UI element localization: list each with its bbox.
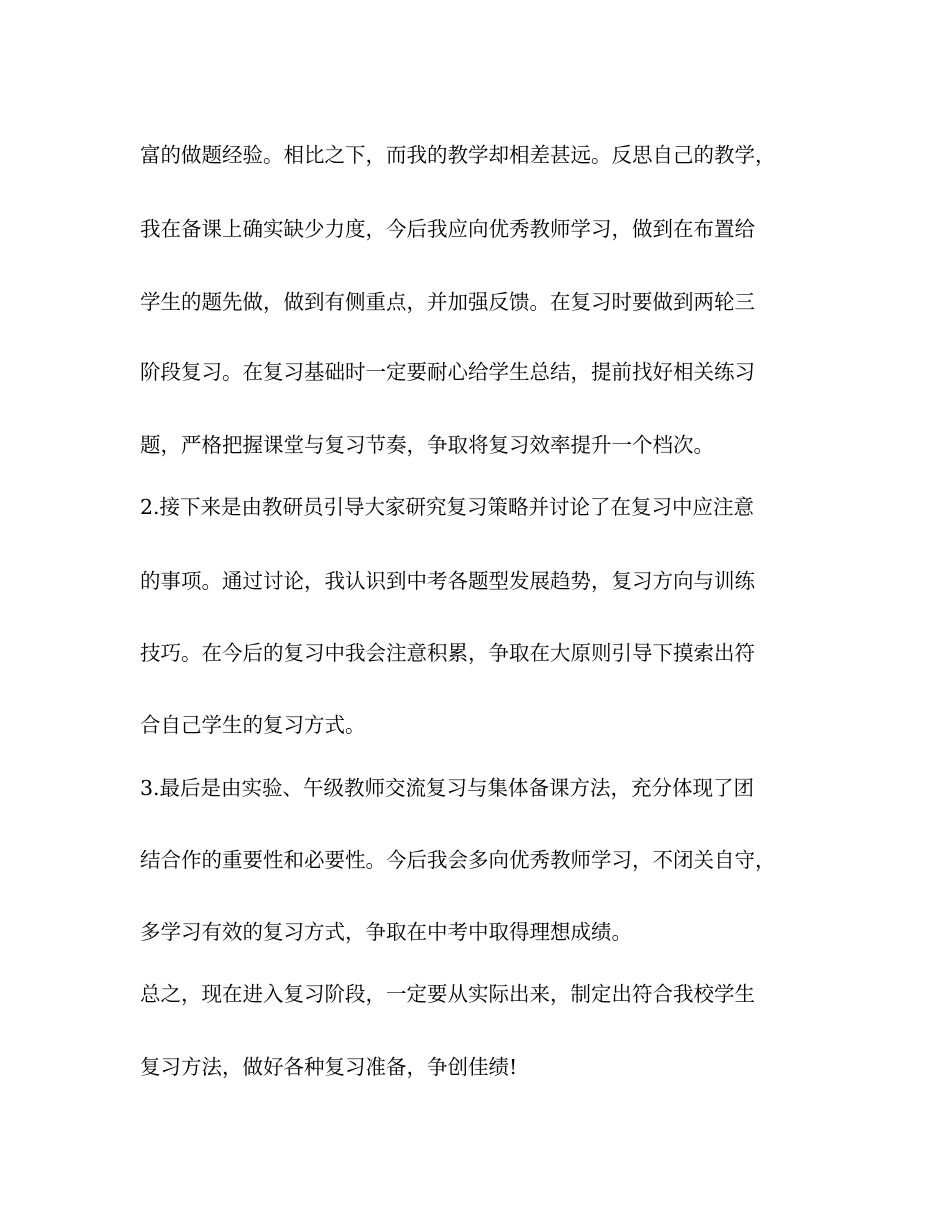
text-line: 的事项。通过讨论，我认识到中考各题型发展趋势，复习方向与训练	[140, 569, 755, 593]
text-line: 结合作的重要性和必要性。今后我会多向优秀教师学习，不闭关自守，	[140, 848, 776, 872]
text-line: 复习方法，做好各种复习准备，争创佳绩!	[140, 1055, 518, 1079]
text-line: 题，严格把握课堂与复习节奏，争取将复习效率提升一个档次。	[140, 433, 714, 457]
text-line: 学生的题先做，做到有侧重点，并加强反馈。在复习时要做到两轮三	[140, 290, 755, 314]
text-line: 阶段复习。在复习基础时一定要耐心给学生总结，提前找好相关练习	[140, 360, 755, 384]
text-line: 多学习有效的复习方式，争取在中考中取得理想成绩。	[140, 920, 632, 944]
text-line: 合自己学生的复习方式。	[140, 713, 366, 737]
text-line: 富的做题经验。相比之下，而我的教学却相差甚远。反思自己的教学，	[140, 143, 776, 167]
text-line: 2.接下来是由教研员引导大家研究复习策略并讨论了在复习中应注意	[140, 495, 755, 519]
text-line: 总之，现在进入复习阶段，一定要从实际出来，制定出符合我校学生	[140, 982, 755, 1006]
text-line: 技巧。在今后的复习中我会注意积累，争取在大原则引导下摸索出符	[140, 641, 755, 665]
text-line: 3.最后是由实验、午级教师交流复习与集体备课方法，充分体现了团	[140, 776, 755, 800]
text-line: 我在备课上确实缺少力度，今后我应向优秀教师学习，做到在布置给	[140, 217, 755, 241]
